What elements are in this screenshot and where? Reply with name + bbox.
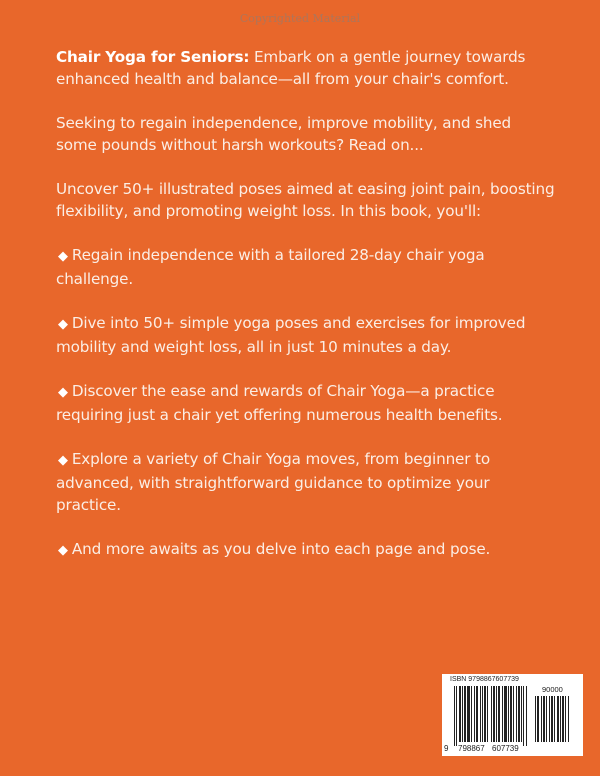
bullet-item: ◆ Explore a variety of Chair Yoga moves, from beginner to advanced, with straightforward guidance to optimize your practice. [56,450,490,514]
diamond-icon: ◆ [58,385,68,400]
bullet-item: ◆ Dive into 50+ simple yoga poses and exercises for improved mobility and weight loss, all in just 10 minutes a day. [56,314,526,356]
barcode-digit-first: 9 [444,744,449,753]
copyright-watermark: Copyrighted Material [239,12,361,25]
price-code: 90000 [542,685,563,694]
barcode-digits-group1: 798867 [458,744,485,753]
barcode-bars [454,686,527,746]
diamond-icon: ◆ [58,453,68,468]
isbn-label: ISBN 9798867607739 [450,676,519,683]
bullet-item: ◆ Regain independence with a tailored 28-day chair yoga challenge. [56,246,485,288]
paragraph: Seeking to regain independence, improve mobility, and shed some pounds without harsh workouts? Read on... [56,114,512,154]
back-cover-text [56,46,556,584]
intro-text: Embark on a gentle journey towards enhanced health and balance—all from your chair's comfort. [56,48,526,88]
diamond-icon: ◆ [58,249,68,264]
barcode-digits-group2: 607739 [492,744,519,753]
bullet-item: ◆ Discover the ease and rewards of Chair Yoga—a practice requiring just a chair yet offering numerous health benefits. [56,382,503,424]
diamond-icon: ◆ [58,317,68,332]
paragraph: Uncover 50+ illustrated poses aimed at easing joint pain, boosting flexibility, and promoting weight loss. In this book, you'll: [56,180,555,220]
book-title: Chair Yoga for Seniors: [56,48,250,66]
diamond-icon: ◆ [58,543,68,558]
bullet-item: ◆ And more awaits as you delve into each page and pose. [56,538,556,562]
intro-paragraph [56,46,556,90]
addon-barcode-bars [535,696,569,742]
isbn-barcode [442,674,583,756]
